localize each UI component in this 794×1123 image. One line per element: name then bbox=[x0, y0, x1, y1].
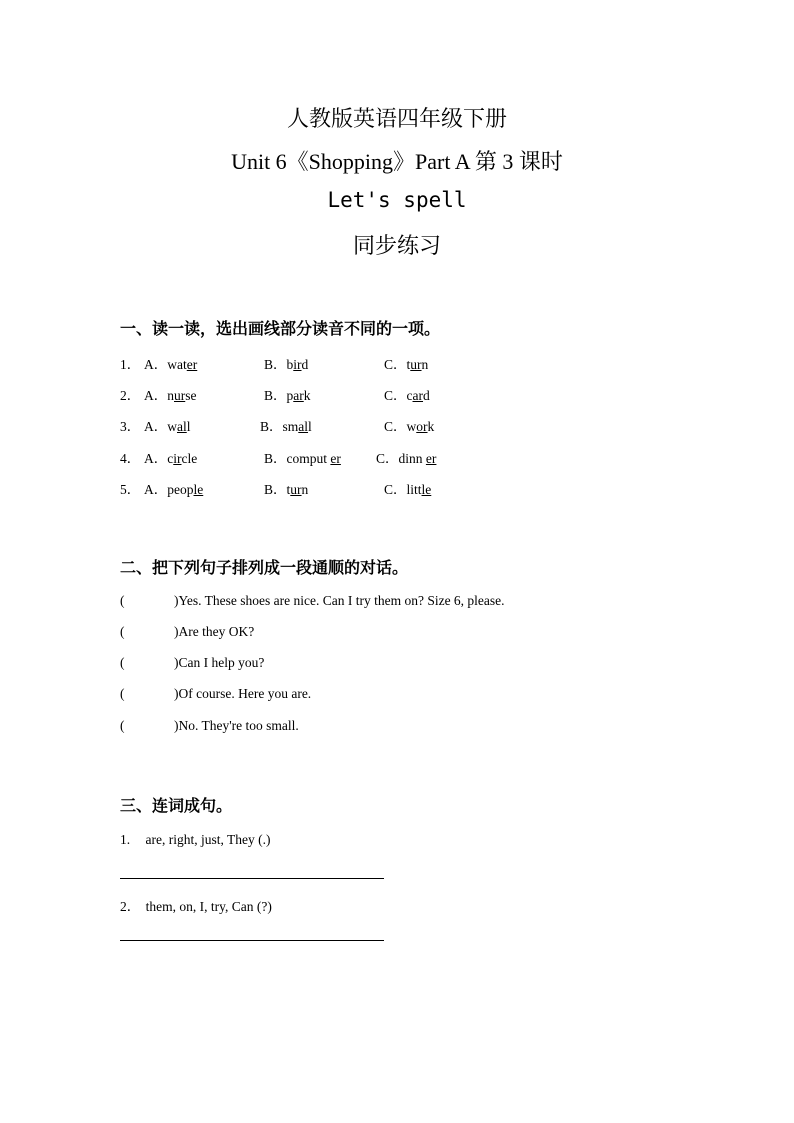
option-b[interactable] bbox=[260, 415, 312, 435]
underlined-part: ar bbox=[293, 388, 304, 403]
option-label: C． bbox=[384, 419, 407, 434]
question-number: 5． bbox=[120, 482, 141, 497]
option-label: C． bbox=[384, 357, 407, 372]
underlined-part: ur bbox=[410, 357, 422, 372]
section-2-heading: 二、把下列句子排列成一段通顺的对话。 bbox=[120, 560, 409, 577]
word-part: l bbox=[186, 419, 191, 434]
question-row bbox=[120, 478, 680, 498]
underlined-part: ar bbox=[412, 388, 424, 403]
answer-line-2[interactable] bbox=[120, 940, 384, 941]
option-label: C． bbox=[384, 388, 407, 403]
word-part: n bbox=[301, 482, 309, 497]
section-1-heading: 一、读一读，选出画线部分读音不同的一项。 bbox=[120, 321, 441, 338]
answer-blank[interactable]: ( bbox=[120, 655, 125, 670]
dialogue-sentence: )Can I help you? bbox=[174, 655, 265, 670]
option-b[interactable] bbox=[264, 384, 311, 404]
option-label: A． bbox=[144, 482, 168, 497]
answer-blank[interactable]: ( bbox=[120, 686, 125, 701]
page-title-line-2: Unit 6《Shopping》Part A 第 3 课时 bbox=[231, 149, 563, 174]
option-a[interactable] bbox=[144, 447, 197, 467]
question-row bbox=[120, 447, 680, 467]
option-label: B． bbox=[264, 482, 287, 497]
word-part: w bbox=[406, 419, 417, 434]
underlined-part: le bbox=[421, 482, 432, 497]
option-c[interactable] bbox=[384, 384, 430, 404]
word-part: dinn bbox=[398, 451, 426, 466]
underlined-part: al bbox=[298, 419, 309, 434]
option-label: A． bbox=[144, 419, 168, 434]
underlined-part: er bbox=[330, 451, 341, 466]
answer-blank[interactable]: ( bbox=[120, 718, 125, 733]
option-b[interactable] bbox=[264, 353, 308, 373]
underlined-part: or bbox=[416, 419, 428, 434]
underlined-part: le bbox=[193, 482, 204, 497]
option-label: B． bbox=[264, 388, 287, 403]
word-part: k bbox=[303, 388, 311, 403]
option-b[interactable] bbox=[264, 447, 341, 467]
word-part: b bbox=[286, 357, 294, 372]
question-row bbox=[120, 384, 680, 404]
underlined-part: ur bbox=[290, 482, 302, 497]
word-part: se bbox=[185, 388, 197, 403]
dialogue-sentence: )Yes. These shoes are nice. Can I try them on? Size 6, please. bbox=[174, 593, 505, 608]
word-part: d bbox=[423, 388, 430, 403]
section-3-heading: 三、连词成句。 bbox=[120, 798, 233, 815]
option-a[interactable] bbox=[144, 478, 203, 498]
dialogue-sentence: )Of course. Here you are. bbox=[174, 686, 312, 701]
page-title-line-1: 人教版英语四年级下册 bbox=[286, 106, 507, 131]
page-title-line-4: 同步练习 bbox=[352, 233, 441, 258]
word-part: l bbox=[308, 419, 312, 434]
word-part: c bbox=[406, 388, 413, 403]
question-row bbox=[120, 415, 680, 435]
option-label: C． bbox=[384, 482, 407, 497]
option-label: A． bbox=[144, 388, 168, 403]
option-label: B． bbox=[264, 357, 287, 372]
answer-blank[interactable]: ( bbox=[120, 593, 125, 608]
word-part: d bbox=[301, 357, 309, 372]
option-label: A． bbox=[144, 451, 168, 466]
word-part: k bbox=[427, 419, 435, 434]
item-words: them, on, I, try, Can (?) bbox=[145, 899, 272, 914]
word-part: n bbox=[421, 357, 429, 372]
section-3-item-2 bbox=[120, 895, 272, 915]
answer-line-1[interactable] bbox=[120, 878, 384, 879]
word-part: comput bbox=[286, 451, 331, 466]
word-part: n bbox=[167, 388, 174, 403]
underlined-part: ir bbox=[293, 357, 302, 372]
option-c[interactable] bbox=[384, 415, 434, 435]
option-a[interactable] bbox=[144, 353, 197, 373]
word-part: p bbox=[286, 388, 294, 403]
underlined-part: ir bbox=[173, 451, 182, 466]
underlined-part: ur bbox=[174, 388, 186, 403]
underlined-part: er bbox=[186, 357, 198, 372]
word-part: c bbox=[167, 451, 174, 466]
question-number: 2． bbox=[120, 388, 141, 403]
item-number: 1. bbox=[120, 832, 131, 847]
dialogue-sentence: )No. They're too small. bbox=[174, 718, 299, 733]
question-number: 1． bbox=[120, 357, 141, 372]
item-number: 2． bbox=[120, 899, 141, 914]
dialogue-sentence: )Are they OK? bbox=[174, 624, 255, 639]
page-title-line-3: Let's spell bbox=[327, 188, 467, 212]
section-3-item-1 bbox=[120, 832, 270, 848]
item-words: are, right, just, They (.) bbox=[145, 832, 271, 847]
question-number: 4． bbox=[120, 451, 141, 466]
option-label: B． bbox=[260, 419, 283, 434]
answer-blank[interactable]: ( bbox=[120, 624, 125, 639]
option-label: B． bbox=[264, 451, 287, 466]
word-part: t bbox=[406, 357, 411, 372]
option-label: A． bbox=[144, 357, 168, 372]
option-a[interactable] bbox=[144, 384, 197, 404]
question-row bbox=[120, 353, 680, 373]
option-b[interactable] bbox=[264, 478, 308, 498]
word-part: wat bbox=[167, 357, 187, 372]
word-part: w bbox=[167, 419, 177, 434]
word-part: litt bbox=[406, 482, 422, 497]
word-part: cle bbox=[181, 451, 198, 466]
word-part: peop bbox=[167, 482, 194, 497]
word-part: sm bbox=[282, 419, 299, 434]
option-a[interactable] bbox=[144, 415, 191, 435]
option-label: C． bbox=[376, 451, 399, 466]
underlined-part: er bbox=[425, 451, 437, 466]
word-part: t bbox=[286, 482, 291, 497]
question-number: 3． bbox=[120, 419, 141, 434]
option-c[interactable] bbox=[384, 353, 428, 373]
option-c[interactable] bbox=[384, 478, 431, 498]
option-c[interactable] bbox=[376, 447, 436, 467]
underlined-part: al bbox=[177, 419, 187, 434]
